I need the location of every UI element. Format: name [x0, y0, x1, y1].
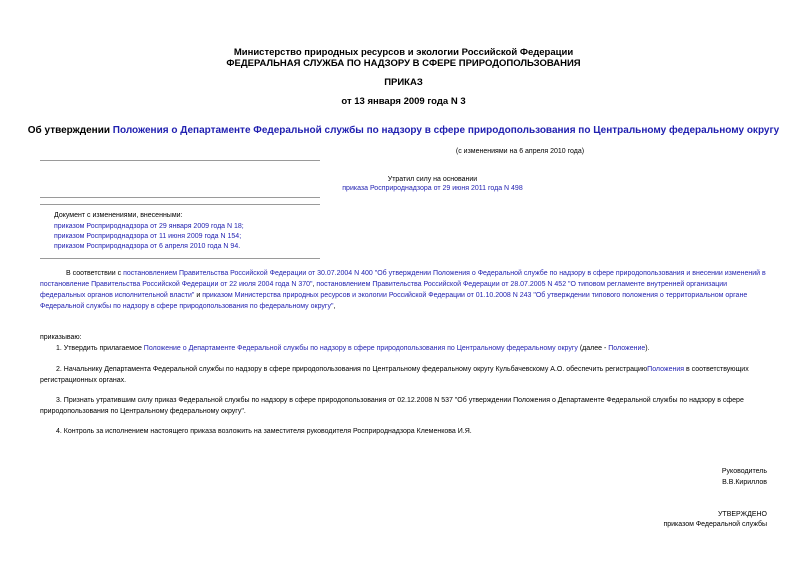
item2-link[interactable]: Положения [647, 366, 685, 373]
preamble-link-2[interactable]: постановлением Правительства Российской Федерации от 28.07.2005 N 452 "О типовом регламенте внутренней организации федеральных органов исполнительной власти" [40, 281, 728, 299]
preamble-link-3[interactable]: приказом Министерства природных ресурсов и экологии Российской Федерации от 01.10.2008 N 243 "Об утверждении типового положения о территориальном органе Федеральной службы по надзору в сфере природопользования по федеральному округу" [40, 292, 748, 310]
divider-rule [40, 160, 320, 161]
preamble-text: , [333, 303, 336, 310]
ministry-line: Министерство природных ресурсов и экологии Российской Федерации [233, 47, 574, 58]
item-text: 2. Начальнику Департамента Федеральной службы по надзору в сфере природопользования по Центральному федеральному округу Кульбачевскому А.О. обеспечить регистрацию [56, 366, 648, 373]
item-text: 1. Утвердить прилагаемое [56, 345, 144, 352]
order-item-1 [40, 343, 772, 354]
expired-link[interactable]: приказа Росприроднадзора от 29 июня 2011 года N 498 [342, 185, 523, 192]
divider-rule [40, 197, 320, 198]
approved-word: УТВЕРЖДЕНО [717, 511, 767, 518]
item-text: ). [645, 345, 650, 352]
approved-by: приказом Федеральной службы [663, 521, 767, 528]
preamble-text: и [194, 292, 203, 299]
order-item-4: 4. Контроль за исполнением настоящего приказа возложить на заместителя руководителя Росприроднадзора Клеменкова И.Я. [56, 428, 472, 435]
preamble-paragraph [40, 268, 772, 312]
preamble-link-1[interactable]: постановлением Правительства Российской Федерации от 30.07.2004 N 400 "Об утверждении Положения о Федеральной службе по надзору в сфере природопользования и внесении изменений в постановление Правительства Российской Федерации от 22 июля 2004 года N 370" [40, 270, 766, 288]
order-item-2 [40, 364, 772, 386]
changes-heading: Документ с изменениями, внесенными: [54, 212, 183, 219]
signature-role: Руководитель [721, 468, 767, 475]
change-item[interactable]: приказом Росприроднадзора от 6 апреля 2010 года N 94. [54, 243, 241, 250]
signature-name: В.В.Кириллов [722, 479, 767, 486]
change-item[interactable]: приказом Росприроднадзора от 29 января 2009 года N 18; [54, 223, 244, 230]
preamble-text: В соответствии с [66, 270, 124, 277]
amended-note: (с изменениями на 6 апреля 2010 года) [455, 148, 585, 155]
order-word: приказываю: [40, 334, 82, 341]
change-item[interactable]: приказом Росприроднадзора от 11 июня 2009 года N 154; [54, 233, 242, 240]
order-item-3: 3. Признать утратившим силу приказ Федеральной службы по надзору в сфере природопользования от 02.12.2008 N 537 "Об утверждении Положения о Департаменте Федеральной службы по надзору в сфере природопользования по Центральному федеральному округу". [40, 397, 744, 415]
doc-date-number: от 13 января 2009 года N 3 [341, 96, 466, 107]
title-link[interactable]: Положения о Департаменте Федеральной службы по надзору в сфере природопользования по Центральному федеральному округу [112, 125, 780, 136]
expired-label: Утратил силу на основании [387, 176, 478, 183]
title-prefix: Об утверждении [27, 125, 113, 136]
divider-rule [40, 204, 320, 205]
item1-link-short[interactable]: Положение [608, 345, 646, 352]
service-line: ФЕДЕРАЛЬНАЯ СЛУЖБА ПО НАДЗОРУ В СФЕРЕ ПРИРОДОПОЛЬЗОВАНИЯ [226, 58, 581, 69]
preamble-text: , [312, 281, 317, 288]
divider-rule [40, 258, 320, 259]
item1-link[interactable]: Положение о Департаменте Федеральной службы по надзору в сфере природопользования по Центральному федеральному округу [143, 345, 578, 352]
item-text: в соответствующих регистрационных органах. [40, 366, 749, 384]
item-text: (далее - [577, 345, 609, 352]
doc-type: ПРИКАЗ [384, 77, 423, 88]
document-title [0, 124, 807, 137]
